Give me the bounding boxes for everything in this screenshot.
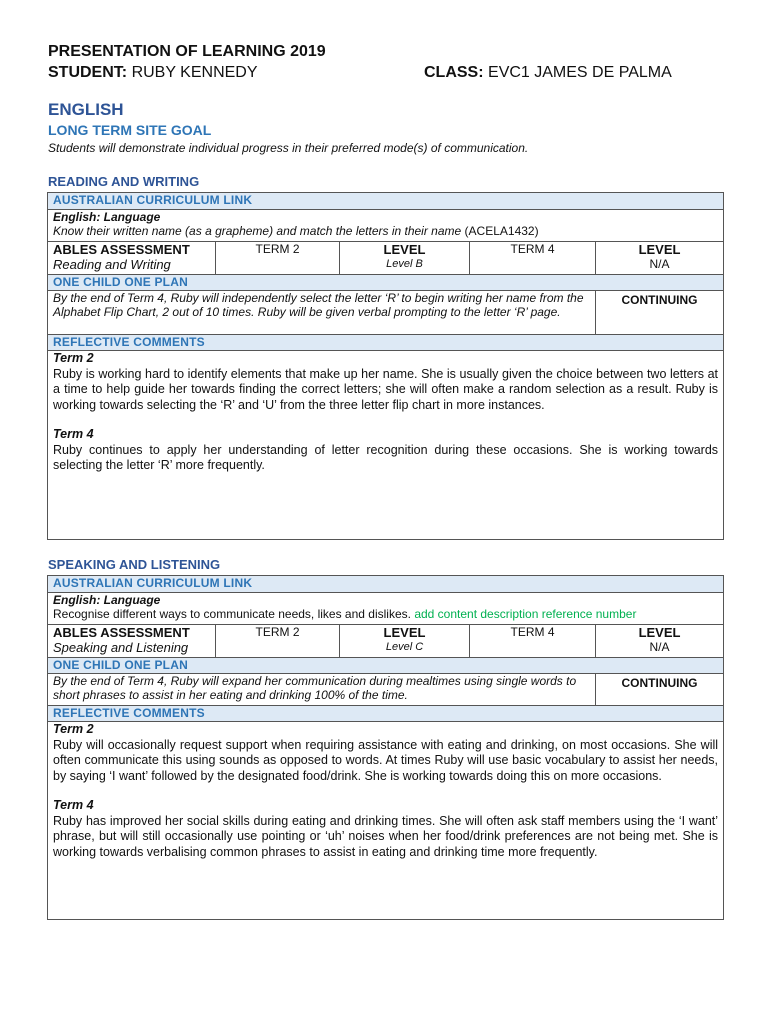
one-child-plan-band: ONE CHILD ONE PLAN (48, 275, 724, 291)
term4-level-cell (596, 242, 724, 275)
ables-sub: Speaking and Listening (53, 640, 189, 655)
class-info (424, 62, 672, 84)
level-label: LEVEL (638, 625, 681, 640)
class-name: EVC1 JAMES DE PALMA (488, 64, 672, 81)
term4-comment: Ruby has improved her social skills during eating and drinking times. She will often ask staff members using the ‘I want’ phrase, but will still occasionally use pointing or ‘uh’ noises when her food/drink preferences are not being met. She is working towards verbalising common phrases to assist in eating and drinking time more frequently. (53, 813, 719, 859)
ables-cell (48, 242, 216, 275)
one-child-plan-band: ONE CHILD ONE PLAN (48, 658, 724, 674)
term4-heading: Term 4 (53, 427, 94, 441)
term4-label: TERM 4 (470, 242, 596, 275)
term2-comment: Ruby will occasionally request support when requiring assistance with eating and drinking, on most occasions. She will often communicate this using sounds as opposed to words. At times Ruby will use basic vocabulary to assist her needs, by saying ‘I want’ followed by the designated food/drink. She is working towards doing this on more occasions. (53, 737, 719, 783)
plan-status: CONTINUING (596, 674, 724, 706)
term4-comment: Ruby continues to apply her understanding of letter recognition during these occasions. She is working towards selecting the letter ‘R’ more frequently. (53, 442, 719, 472)
term2-level-value: Level C (385, 641, 424, 653)
reflective-comments-band: REFLECTIVE COMMENTS (48, 335, 724, 351)
curriculum-link-band: AUSTRALIAN CURRICULUM LINK (48, 193, 724, 210)
descriptor-text: Recognise different ways to communicate needs, likes and dislikes. (53, 607, 411, 621)
term2-level-cell (340, 242, 470, 275)
term4-level-value: N/A (649, 257, 670, 271)
student-class-row (48, 62, 728, 84)
curriculum-descriptor (48, 210, 724, 242)
curriculum-link-band: AUSTRALIAN CURRICULUM LINK (48, 576, 724, 593)
term4-label: TERM 4 (470, 625, 596, 658)
plan-text: By the end of Term 4, Ruby will expand her communication during mealtimes using single words to short phrases to assist in her eating and drinking 100% of the time. (48, 674, 596, 706)
section-title-reading-writing: READING AND WRITING (48, 174, 200, 189)
reflective-comments-band: REFLECTIVE COMMENTS (48, 706, 724, 722)
descriptor-text: Know their written name (as a grapheme) and match the letters in their name (53, 224, 462, 238)
term2-level-value: Level B (386, 258, 423, 270)
goal-title: LONG TERM SITE GOAL (48, 122, 212, 138)
descriptor-code: (ACELA1432) (464, 224, 539, 238)
term2-comment: Ruby is working hard to identify elements that make up her name. She is usually given the choice between two letters at a time to help guide her towards finding the correct letters; she will often make a random selection as a result. Ruby is working towards selecting the ‘R’ and ‘U’ from the three letter flip chart in more instances. (53, 366, 719, 412)
reflective-comments (48, 722, 724, 920)
section-table-speaking-listening (47, 575, 724, 920)
level-label: LEVEL (638, 242, 681, 257)
student-label: STUDENT: (48, 64, 128, 81)
section-table-reading-writing (47, 192, 724, 540)
term2-level-cell (340, 625, 470, 658)
goal-text: Students will demonstrate individual progress in their preferred mode(s) of communication. (48, 141, 529, 155)
student-info (48, 62, 424, 84)
ables-label: ABLES ASSESSMENT (53, 242, 190, 257)
ables-cell (48, 625, 216, 658)
term4-level-value: N/A (649, 640, 670, 654)
level-label: LEVEL (383, 242, 426, 257)
descriptor-note: add content description reference number (414, 607, 637, 621)
ables-sub: Reading and Writing (53, 257, 171, 272)
class-label: CLASS: (424, 64, 484, 81)
term2-heading: Term 2 (53, 351, 94, 365)
strand-label: English: Language (53, 593, 161, 607)
report-title: PRESENTATION OF LEARNING 2019 (48, 43, 326, 60)
term4-heading: Term 4 (53, 798, 94, 812)
plan-text: By the end of Term 4, Ruby will independently select the letter ‘R’ to begin writing her name from the Alphabet Flip Chart, 2 out of 10 times. Ruby will be given verbal prompting to the letter ‘R’ page. (48, 291, 596, 335)
subject-heading: ENGLISH (48, 100, 124, 119)
curriculum-descriptor (48, 593, 724, 625)
level-label: LEVEL (383, 625, 426, 640)
student-name: RUBY KENNEDY (131, 64, 258, 81)
reflective-comments (48, 351, 724, 540)
strand-label: English: Language (53, 210, 161, 224)
term4-level-cell (596, 625, 724, 658)
term2-label: TERM 2 (216, 242, 340, 275)
term2-heading: Term 2 (53, 722, 94, 736)
term2-label: TERM 2 (216, 625, 340, 658)
ables-label: ABLES ASSESSMENT (53, 625, 190, 640)
report-header (48, 42, 728, 84)
plan-status: CONTINUING (596, 291, 724, 335)
section-title-speaking-listening: SPEAKING AND LISTENING (48, 557, 221, 572)
